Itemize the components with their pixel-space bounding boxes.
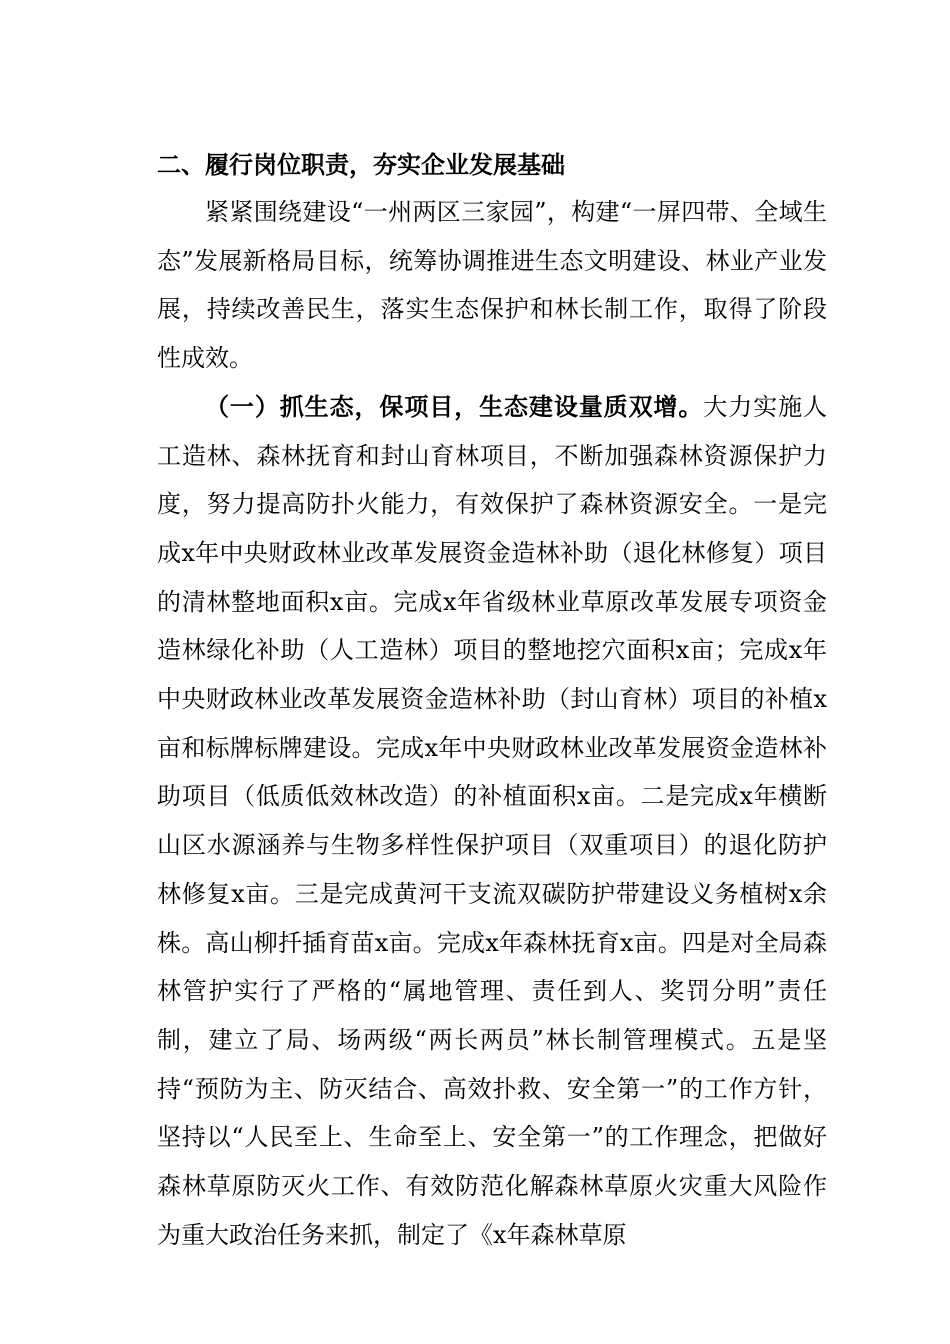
intro-paragraph: 紧紧围绕建设“一州两区三家园”，构建“一屏四带、全域生态”发展新格局目标，统筹协调推进生态文明建设、林业产业发展，持续改善民生，落实生态保护和林长制工作，取得了阶段性成效。 (157, 198, 827, 373)
section-1-lead: （一）抓生态，保项目，生态建设量质双增。 (205, 392, 704, 421)
section-heading: 二、履行岗位职责，夯实企业发展基础 (157, 151, 565, 179)
section-1-body: 大力实施人工造林、森林抚育和封山育林项目，不断加强森林资源保护力度，努力提高防扑火能力，有效保护了森林资源安全。一是完成x年中央财政林业改革发展资金造林补助（退化林修复）项目的清林整地面积x亩。完成x年省级林业草原改革发展专项资金造林绿化补助（人工造林）项目的整地挖穴面积x亩；完成x年中央财政林业改革发展资金造林补助（封山育林）项目的补植x亩和标牌标牌建设。完成x年中央财政林业改革发展资金造林补助项目（低质低效林改造）的补植面积x亩。二是完成x年横断山区水源涵养与生物多样性保护项目（双重项目）的退化防护林修复x亩。三是完成黄河干支流双碳防护带建设义务植树x余株。高山柳扦插育苗x亩。完成x年森林抚育x亩。四是对全局森林管护实行了严格的“属地管理、责任到人、奖罚分明”责任制，建立了局、场两级“两长两员”林长制管理模式。五是坚持“预防为主、防灭结合、高效扑救、安全第一”的工作方针，坚持以“人民至上、生命至上、安全第一”的工作理念，把做好森林草原防灭火工作、有效防范化解森林草原火灾重大风险作为重大政治任务来抓，制定了《x年森林草原 (157, 392, 828, 1249)
section-1-paragraph (157, 383, 827, 1260)
document-body (157, 148, 827, 1259)
